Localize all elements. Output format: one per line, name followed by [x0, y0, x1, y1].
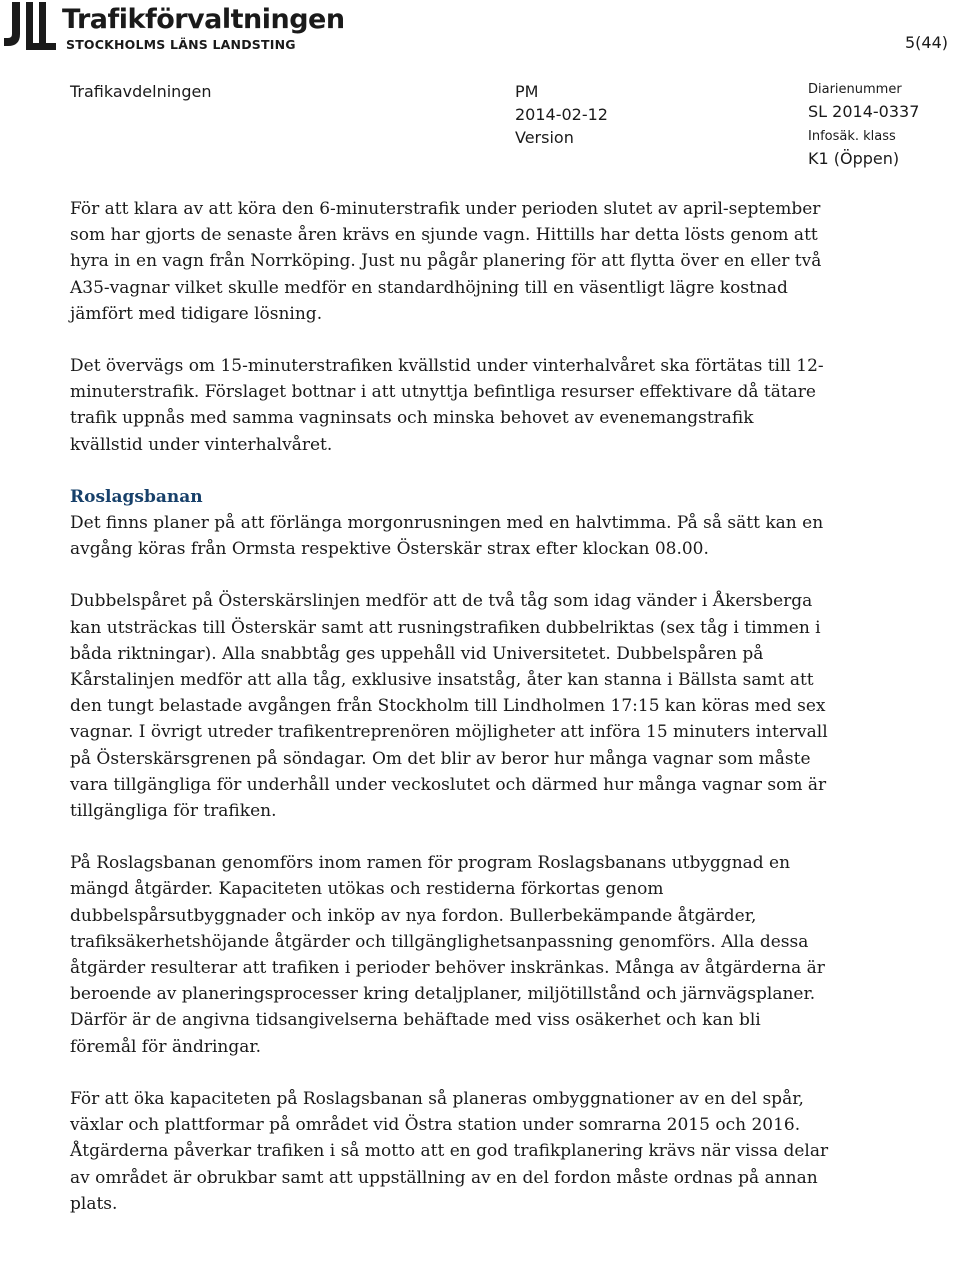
- header-registry: [808, 80, 919, 170]
- diary-number: SL 2014-0337: [808, 102, 920, 121]
- header-department: [70, 80, 211, 103]
- logo-name: Trafikförvaltningen: [62, 4, 345, 35]
- info-class: K1 (Öppen): [808, 149, 900, 168]
- logo: [0, 0, 345, 60]
- logo-subtitle: STOCKHOLMS LÄNS LANDSTING: [66, 37, 296, 52]
- document-body: [70, 196, 830, 1243]
- info-class-label: Infosäk. klass: [808, 129, 896, 144]
- section-heading: Roslagsbanan: [70, 486, 203, 507]
- paragraph-3: Det finns planer på att förlänga morgonrusningen med en halvtimma. På så sätt kan en avgång köras från Ormsta respektive Österskär strax efter klockan 08.00.: [70, 513, 824, 560]
- department: Trafikavdelningen: [70, 82, 212, 101]
- paragraph-5: På Roslagsbanan genomförs inom ramen för program Roslagsbanans utbyggnad en mängd åtgärder. Kapaciteten utökas och restiderna förkortas genom dubbelspårsutbyggnader och inköp av nya fordon. Bullerbekämpande åtgärder, trafiksäkerhetshöjande åtgärder och tillgänglighetsanpassning genomförs. Alla dessa åtgärder resulterar att trafiken i perioder behöver inskränkas. Många av åtgärderna är beroende av planeringsprocesser kring detaljplaner, miljötillstånd och järnvägsplaner. Därför är de angivna tidsangivelserna behäftade med viss osäkerhet och kan bli föremål för ändringar.: [70, 853, 825, 1057]
- paragraph-6: För att öka kapaciteten på Roslagsbanan så planeras ombyggnationer av en del spår, växlar och plattformar på området vid Östra station under somrarna 2015 och 2016. Åtgärderna påverkar trafiken i så motto att en god trafikplanering krävs när vissa delar av området är obrukbar samt att uppställning av en del fordon måste ordnas på annan plats.: [70, 1088, 829, 1214]
- doc-version-label: Version: [515, 128, 574, 147]
- paragraph-4: Dubbelspåret på Österskärslinjen medför att de två tåg som idag vänder i Åkersberga kan utsträckas till Österskär samt att rusningstrafiken dubbelriktas (sex tåg i timmen i båda riktningar). Alla snabbtåg ges uppehåll vid Universitetet. Dubbelspåren på Kårstalinjen medför att alla tåg, exklusive insatståg, åter kan stanna i Bällsta samt att den tungt belastade avgången från Stockholm till Lindholmen 17:15 kan köras med sex vagnar. I övrigt utreder trafikentreprenören möjligheter att införa 15 minuters intervall på Österskärsgrenen på söndagar. Om det blir av beror hur många vagnar som måste vara tillgängliga för underhåll under veckoslutet och därmed hur många vagnar som är tillgängliga för trafiken.: [70, 591, 828, 822]
- page-number: 5(44): [905, 33, 949, 52]
- diary-label: Diarienummer: [808, 82, 902, 97]
- logo-mark-icon: [2, 2, 58, 52]
- paragraph-2: Det övervägs om 15-minuterstrafiken kvällstid under vinterhalvåret ska förtätas till 12-minuterstrafik. Förslaget bottnar i att utnyttja befintliga resurser effektivare då tätare trafik uppnås med samma vagninsats och minska behovet av evenemangstrafik kvällstid under vinterhalvåret.: [70, 356, 824, 455]
- paragraph-1: För att klara av att köra den 6-minuterstrafik under perioden slutet av april-september som har gjorts de senaste åren krävs en sjunde vagn. Hittills har detta lösts genom att hyra in en vagn från Norrköping. Just nu pågår planering för att flytta över en eller två A35-vagnar vilket skulle medför en standardhöjning till en väsentligt lägre kostnad jämfört med tidigare lösning.: [70, 199, 822, 324]
- header-document: [515, 80, 608, 149]
- doc-date: 2014-02-12: [515, 105, 608, 124]
- doc-type: PM: [515, 82, 539, 101]
